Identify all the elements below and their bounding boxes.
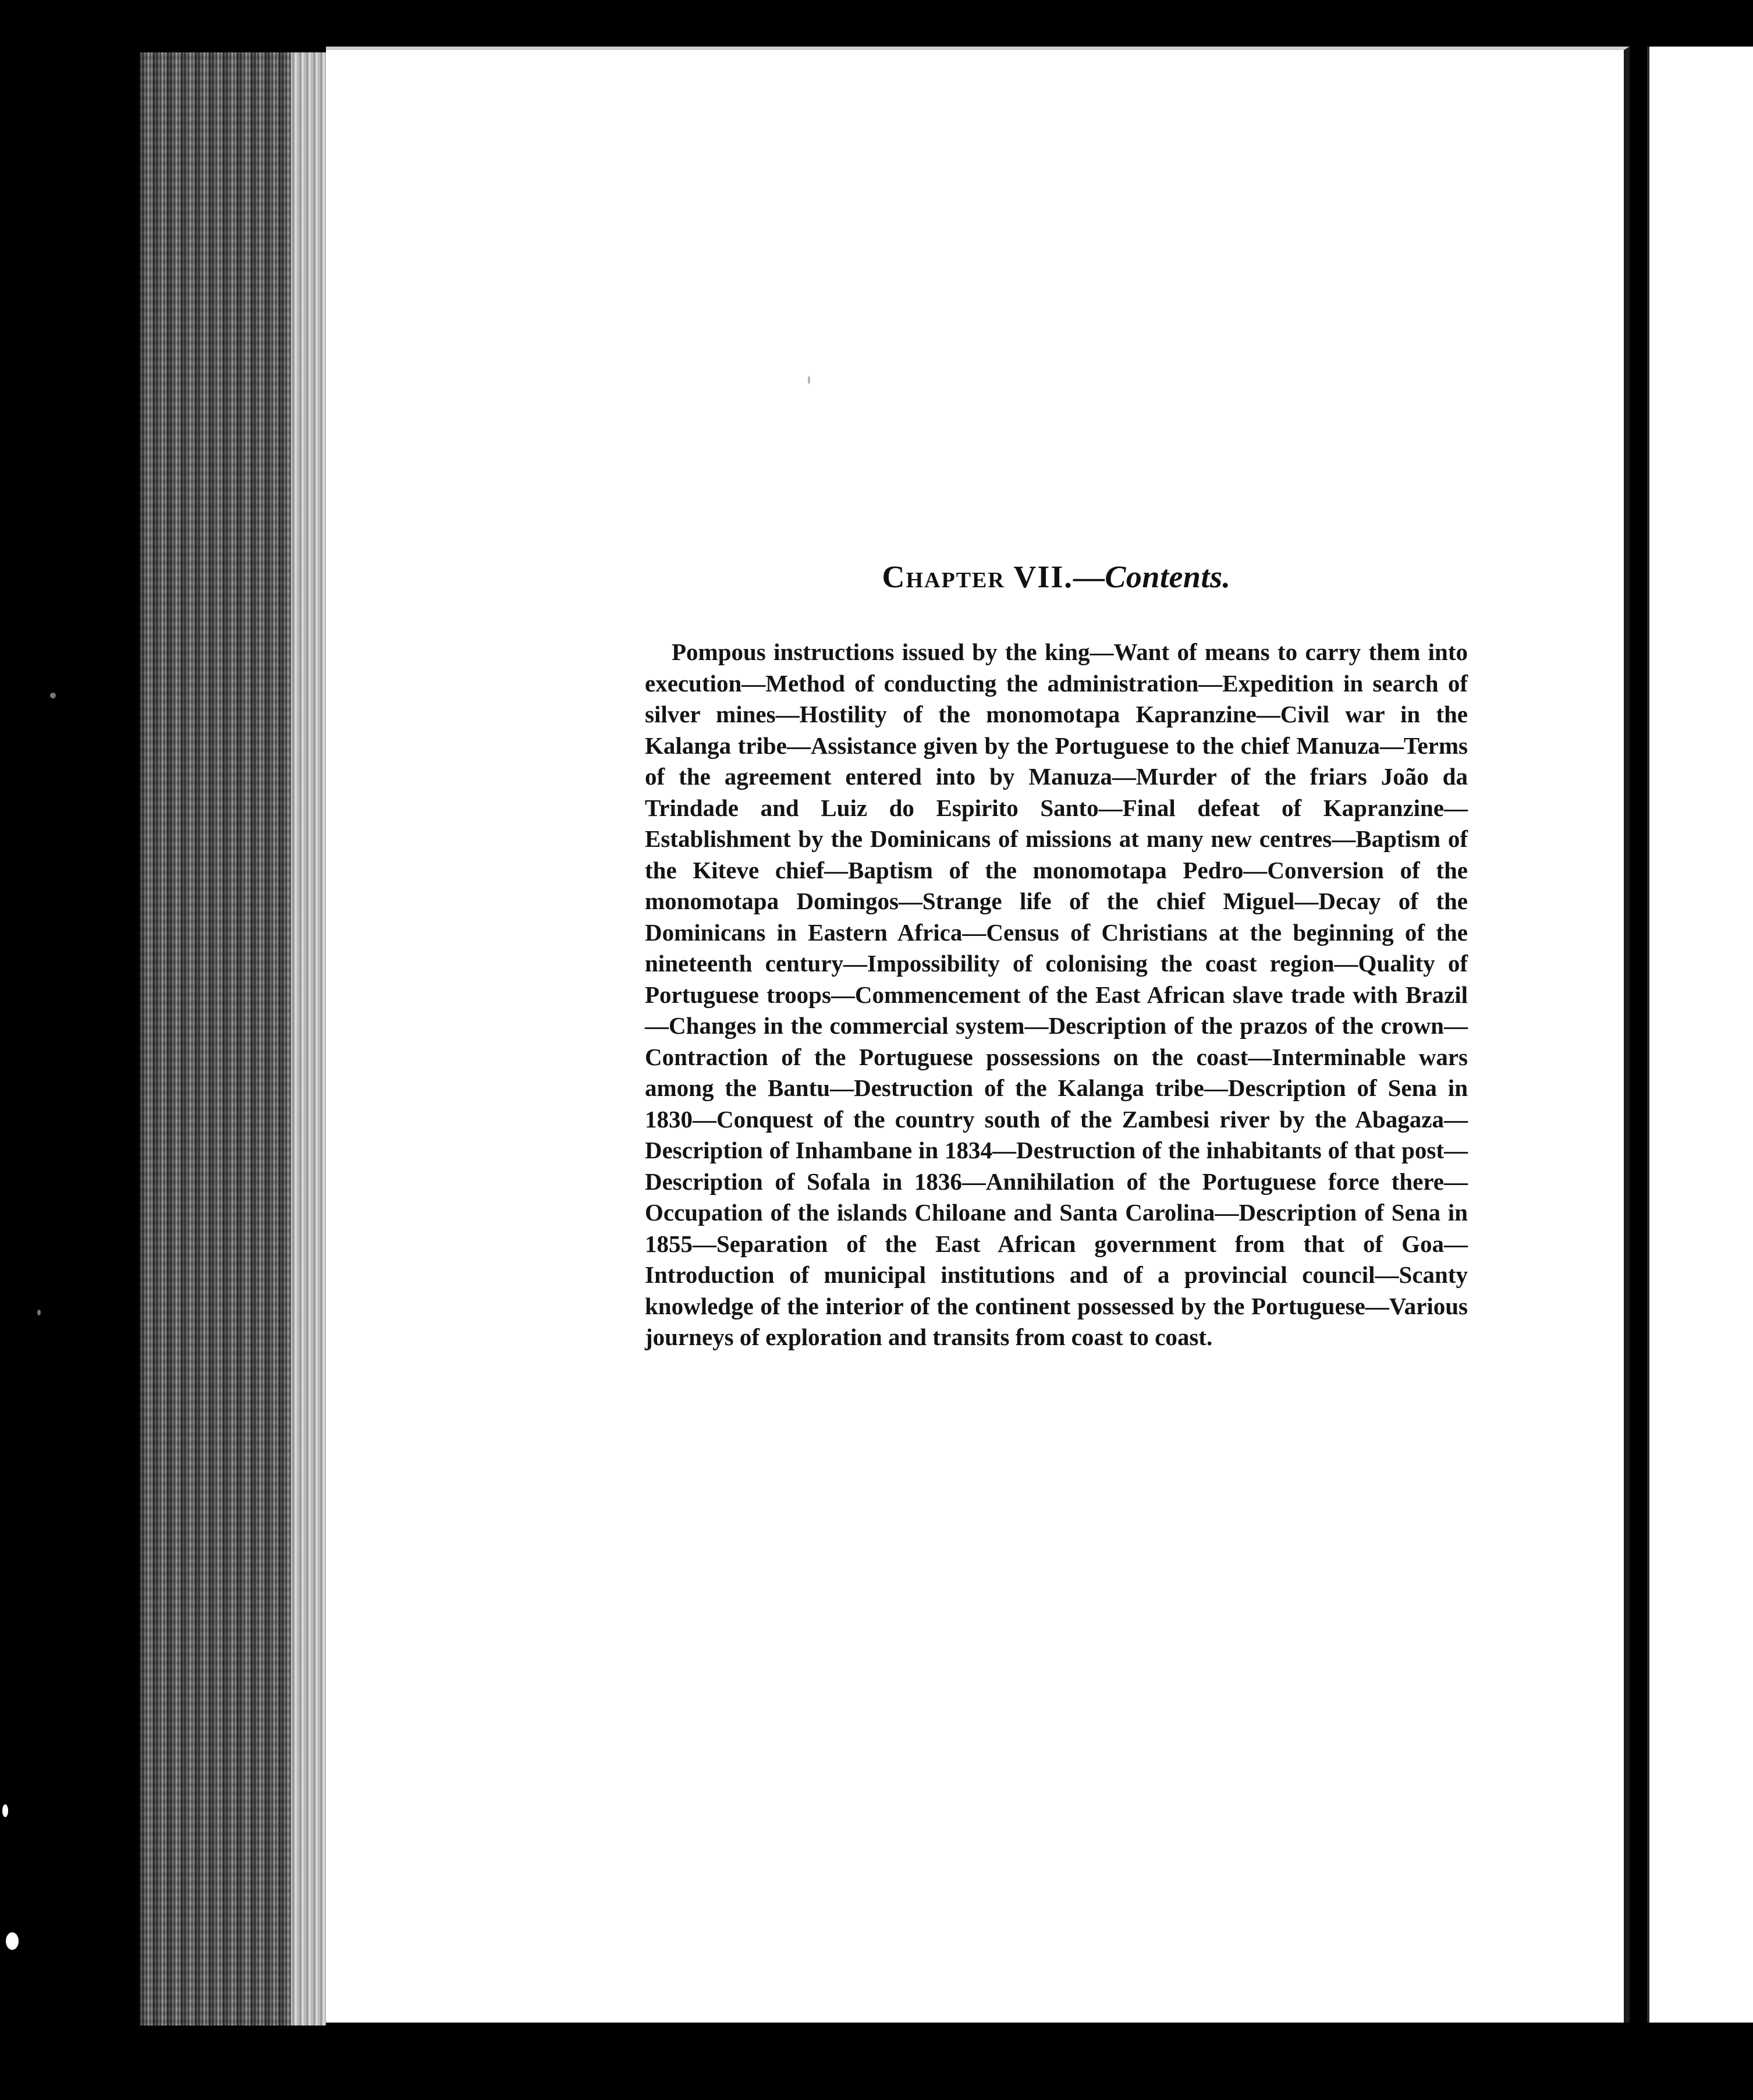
chapter-heading bbox=[645, 559, 1468, 595]
adjacent-page-edge bbox=[1647, 47, 1753, 2023]
chapter-label: Chapter VII. bbox=[882, 559, 1073, 594]
scan-speck bbox=[2, 1804, 8, 1817]
scan-speck bbox=[808, 376, 810, 384]
chapter-contents-paragraph: Pompous instructions issued by the king—Want of means to carry them into execution—Method of conducting the administration—Expedition in search of silver mines—Hostility of the monomotapa Kapranzine—Civil war in the Kalanga tribe—Assistance given by the Portuguese to the chief Manuza—Terms of the agreement entered into by Manuza—Murder of the friars João da Trindade and Luiz do Espirito Santo—Final defeat of Kapranzine—Establishment by the Dominicans of missions at many new centres—Baptism of the Kiteve chief—Baptism of the monomotapa Pedro—Conversion of the monomotapa Domingos—Strange life of the chief Miguel—Decay of the Dominicans in Eastern Africa—Census of Christians at the beginning of the nineteenth century—Impossibility of colonising the coast region—Quality of Portuguese troops—Commencement of the East African slave trade with Brazil—Changes in the commercial system—Description of the prazos of the crown—Contraction of the Portuguese possessions on the coast—Interminable wars among the Bantu—Destruction of the Kalanga tribe—Description of Sena in 1830—Conquest of the country south of the Zambesi river by the Abagaza—Description of Inhambane in 1834—Destruction of the inhabitants of that post—Description of Sofala in 1836—Annihilation of the Portuguese force there—Occupation of the islands Chiloane and Santa Carolina—Description of Sena in 1855—Separation of the East African government from that of Goa—Introduction of municipal institutions and of a provincial council—Scanty knowledge of the interior of the continent possessed by the Portuguese—Various journeys of exploration and transits from coast to coast. bbox=[645, 638, 1468, 1350]
scan-speck bbox=[37, 1310, 41, 1315]
page-content bbox=[645, 559, 1468, 1353]
scan-speck bbox=[6, 1932, 19, 1950]
scan-speck bbox=[50, 693, 56, 698]
chapter-subtitle: Contents. bbox=[1105, 559, 1231, 594]
heading-dash: — bbox=[1073, 559, 1105, 594]
page-edges-inner bbox=[291, 52, 326, 2025]
